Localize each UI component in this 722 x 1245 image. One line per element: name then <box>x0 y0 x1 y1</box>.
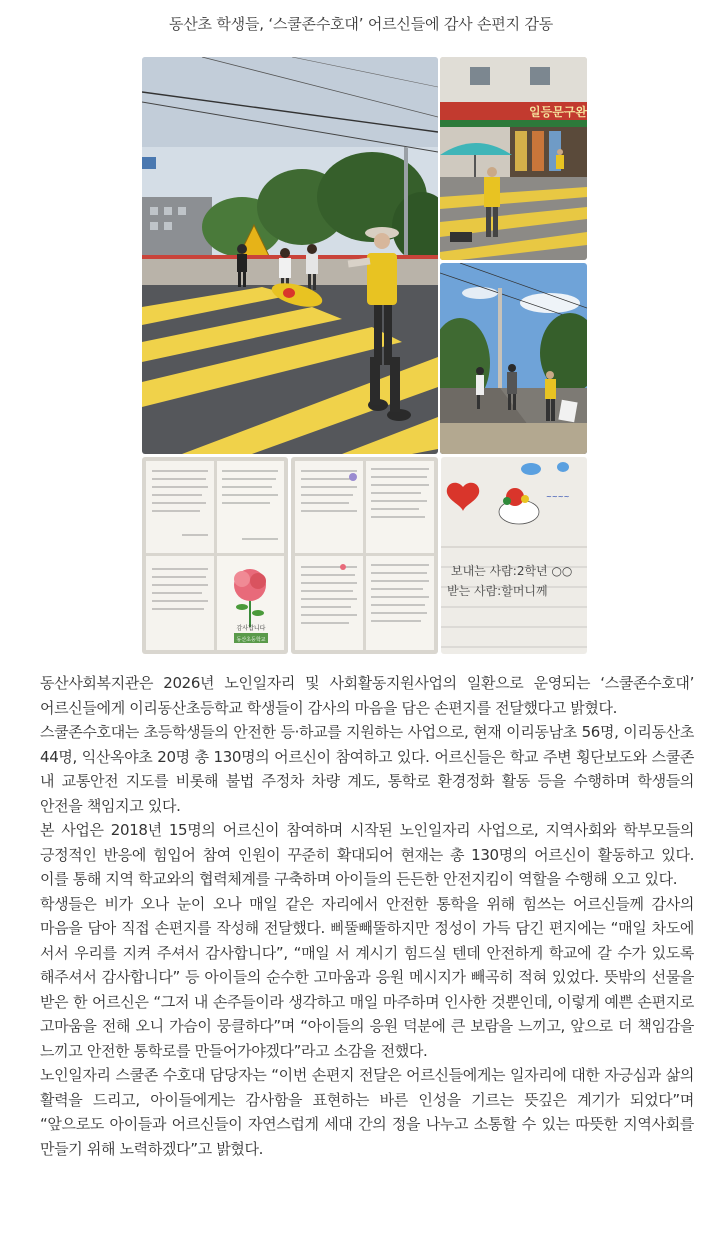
letter-line-1: 보내는 사람:2학년 ○○ <box>451 564 573 578</box>
letter-photo-1-image <box>142 457 288 654</box>
article-title: 동산초 학생들, ‘스쿨존수호대’ 어르신들에 감사 손편지 감동 <box>168 15 554 33</box>
shop-sign-text: 일등문구완 <box>529 105 587 119</box>
letter-line-2: 받는 사람:할머니께 <box>447 584 548 598</box>
crosswalk-photo-image <box>142 57 438 454</box>
letter-photo-1 <box>142 457 288 654</box>
letter-heading-scribble: ~~~~ <box>546 493 570 501</box>
article-paragraph: 본 사업은 2018년 15명의 어르신이 참여하며 시작된 노인일자리 사업으로, 지역사회와 학부모들의 긍정적인 반응에 힘입어 참여 인원이 꾸준히 확대되어 현재는 총 130명의 어르신이 활동하고 있다. 이를 통해 지역 학교와의 협력체계를 구축하며 아이들의 든든한 안전지킴이 역할을 수행해 오고 있다. <box>40 821 694 888</box>
shopfront-photo <box>440 57 587 260</box>
roadside-photo <box>440 263 587 454</box>
letter-photo-3-image <box>441 457 587 654</box>
shopfront-photo-image <box>440 57 587 260</box>
letter-photo-3 <box>441 457 587 654</box>
article-body <box>40 671 694 1161</box>
crosswalk-photo <box>142 57 438 454</box>
letter-photo-2-image <box>291 457 438 654</box>
article-paragraph: 동산사회복지관은 2026년 노인일자리 및 사회활동지원사업의 일환으로 운영되는 ‘스쿨존수호대’ 어르신들에게 이리동산초등학교 학생들이 감사의 마음을 담은 손편지를 전달했다고 밝혔다. <box>40 674 694 717</box>
article-paragraph: 스쿨존수호대는 초등학생들의 안전한 등·하교를 지원하는 사업으로, 현재 이리동남초 56명, 이리동산초 44명, 익산옥야초 20명 총 130명의 어르신이 참여하고 있다. 어르신들은 학교 주변 횡단보도와 스쿨존 내 교통안전 지도를 비롯해 불법 주정차 차량 계도, 통학로 환경정화 활동 등을 수행하며 학생들의 안전을 책임지고 있다. <box>40 723 694 815</box>
card-label-2: 동산초등학교 <box>236 637 266 643</box>
article-paragraph: 노인일자리 스쿨존 수호대 담당자는 “이번 손편지 전달은 어르신들에게는 일자리에 대한 자긍심과 삶의 활력을 드리고, 아이들에게는 감사함을 표현하는 바른 인성을 기르는 뜻깊은 계기가 되었다”며 “앞으로도 아이들과 어르신들이 자연스럽게 세대 간의 정을 나누고 소통할 수 있는 따뜻한 지역사회를 만들기 위해 노력하겠다”고 밝혔다. <box>40 1066 694 1158</box>
roadside-photo-image <box>440 263 587 454</box>
card-label-1: 감사합니다 <box>236 625 266 632</box>
letter-photo-2 <box>291 457 438 654</box>
article-paragraph: 학생들은 비가 오나 눈이 오나 매일 같은 자리에서 안전한 통학을 위해 힘쓰는 어르신들께 감사의 마음을 담아 직접 손편지를 작성해 전달했다. 삐뚤빼뚤하지만 정성이 가득 담긴 편지에는 “매일 차도에 서서 우리를 지켜 주셔서 감사합니다”, “매일 서 계시기 힘드실 텐데 안전하게 학교에 갈 수가 있도록 해주셔서 감사합니다” 등 아이들의 순수한 고마움과 응원 메시지가 빼곡히 적혀 있었다. 뜻밖의 선물을 받은 한 어르신은 “그저 내 손주들이라 생각하고 매일 마주하며 인사한 것뿐인데, 이렇게 예쁜 손편지로 고마움을 전해 오니 가슴이 뭉클하다”며 “아이들의 응원 덕분에 큰 보람을 느끼고, 앞으로 더 책임감을 느끼고 안전한 통학로를 만들어가야겠다”라고 소감을 전했다. <box>40 894 694 1060</box>
